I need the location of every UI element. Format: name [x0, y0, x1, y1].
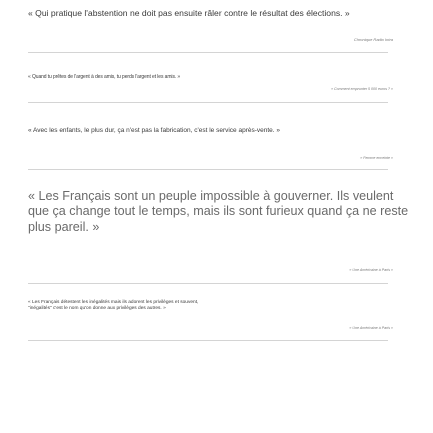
divider: [28, 283, 388, 284]
divider: [28, 102, 388, 103]
quote-text-featured: « Les Français sont un peuple impossible à gouverner. Ils veulent que ça change tout le temps, mais ils sont furieux quand ça ne reste plus pareil. »: [28, 189, 409, 234]
quote-text: « Quand tu prêtes de l'argent à des amis, tu perds l'argent et les amis. »: [28, 74, 181, 80]
divider: [28, 52, 388, 53]
quote-attribution: « Comment emprunter 5 000 euros ? »: [331, 87, 393, 91]
quote-text: « Les Français détestent les inégalités mais ils adorent les privilèges et souvent, "inégalités" c'est le nom qu'on donne aux privilèges des autres. »: [28, 300, 199, 311]
quote-attribution: « Femme enceinte »: [360, 156, 393, 160]
quote-attribution: « Une Américaine à Paris »: [349, 268, 393, 272]
divider: [28, 340, 388, 341]
quote-attribution: Chronique Radio Intra: [353, 37, 393, 42]
quote-text: « Qui pratique l'abstention ne doit pas ensuite râler contre le résultat des élections. »: [28, 8, 350, 18]
quote-attribution: « Une Américaine à Paris »: [349, 326, 393, 330]
divider: [28, 169, 388, 170]
quote-text: « Avec les enfants, le plus dur, ça n'est pas la fabrication, c'est le service après-vente. »: [28, 127, 281, 134]
